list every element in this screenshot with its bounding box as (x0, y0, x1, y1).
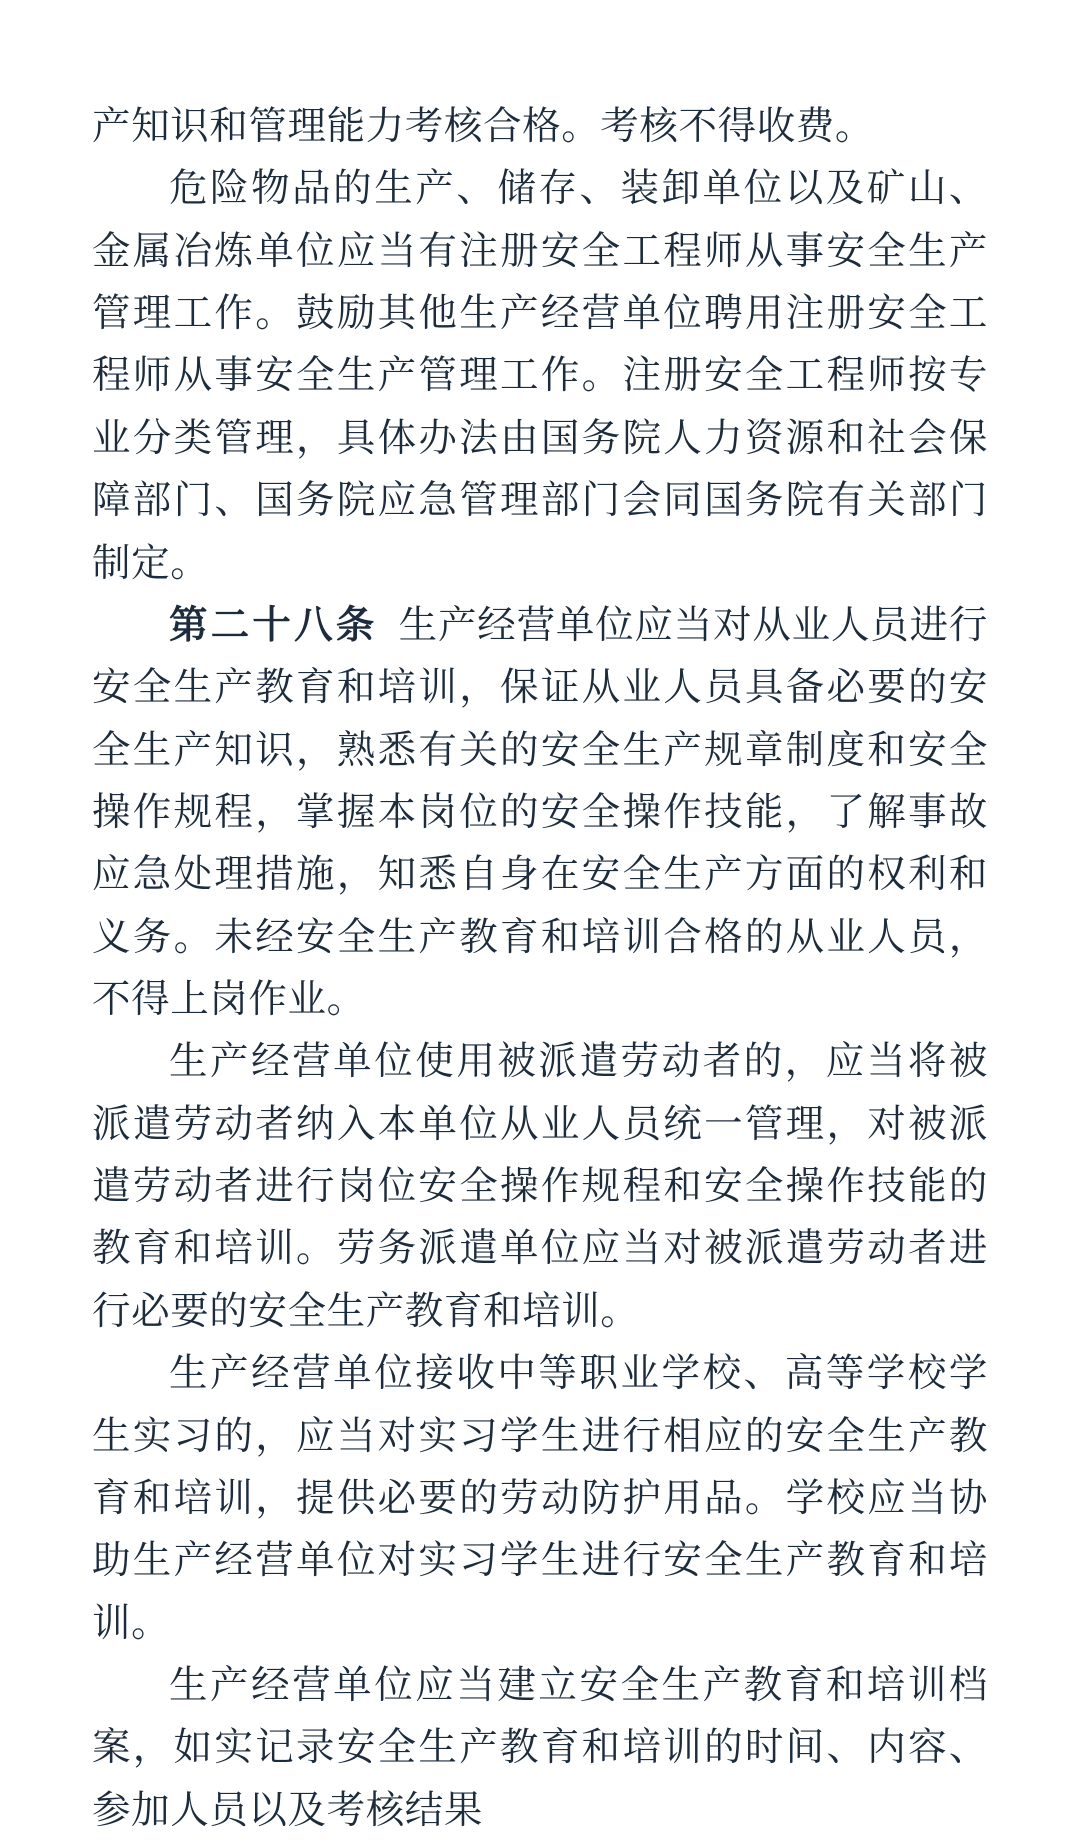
paragraph-training-records (92, 1655, 988, 1842)
document-body (92, 96, 988, 1842)
paragraph-dispatched-workers (92, 1031, 988, 1343)
paragraph-interns (92, 1343, 988, 1655)
article-number-label: 第二十八条 (169, 602, 378, 648)
paragraph-text: 生产经营单位接收中等职业学校、高等学校学生实习的，应当对实习学生进行相应的安全生产教育和培训，提供必要的劳动防护用品。学校应当协助生产经营单位对实习学生进行安全生产教育和培训。 (92, 1351, 988, 1646)
paragraph-text: 危险物品的生产、储存、装卸单位以及矿山、金属冶炼单位应当有注册安全工程师从事安全生产管理工作。鼓励其他生产经营单位聘用注册安全工程师从事安全生产管理工作。注册安全工程师按专业分类管理，具体办法由国务院人力资源和社会保障部门、国务院应急管理部门会同国务院有关部门制定。 (92, 166, 988, 586)
paragraph-continued (92, 96, 988, 158)
paragraph-registered-safety-engineer (92, 158, 988, 595)
paragraph-article-28 (92, 595, 988, 1032)
paragraph-text: 产知识和管理能力考核合格。考核不得收费。 (92, 104, 875, 149)
paragraph-text: 生产经营单位应当对从业人员进行安全生产教育和培训，保证从业人员具备必要的安全生产知识，熟悉有关的安全生产规章制度和安全操作规程，掌握本岗位的安全操作技能，了解事故应急处理措施，知悉自身在安全生产方面的权利和义务。未经安全生产教育和培训合格的从业人员，不得上岗作业。 (92, 602, 988, 1023)
paragraph-text: 生产经营单位使用被派遣劳动者的，应当将被派遣劳动者纳入本单位从业人员统一管理，对被派遣劳动者进行岗位安全操作规程和安全操作技能的教育和培训。劳务派遣单位应当对被派遣劳动者进行必要的安全生产教育和培训。 (92, 1039, 988, 1334)
paragraph-text: 生产经营单位应当建立安全生产教育和培训档案，如实记录安全生产教育和培训的时间、内容、参加人员以及考核结果 (92, 1662, 988, 1833)
